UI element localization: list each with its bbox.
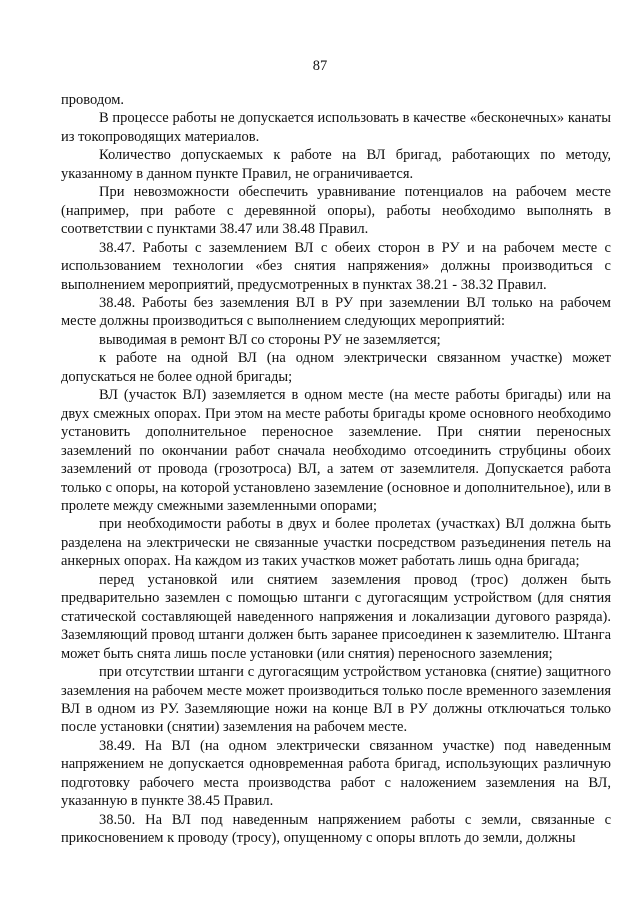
list-item: при необходимости работы в двух и более пролетах (участках) ВЛ должна быть разделена на электрически не связанные участки посредством разъединения петель на анкерных опорах. На каждом из таких участков может работать лишь одна бригада; (61, 516, 611, 570)
list-item: при отсутствии штанги с дугогасящим устройством установка (снятие) защитного заземления на рабочем месте может производиться только после временного заземления ВЛ в одном из РУ. Заземляющие ножи на конце ВЛ в РУ должны отключаться только после установки (снятии) заземления на рабочем месте. (61, 664, 611, 736)
paragraph: При невозможности обеспечить уравнивание потенциалов на рабочем месте (например, при работе с деревянной опоры), работы необходимо выполнять в соответствии с пунктами 38.47 или 38.48 Правил. (61, 184, 611, 238)
clause-38-49: 38.49. На ВЛ (на одном электрически связанном участке) под наведенным напряжением не допускается одновременная работа бригад, использующих различную подготовку рабочего места производства работ с наложением заземления на ВЛ, указанную в пункте 38.45 Правил. (61, 737, 611, 810)
paragraph: проводом. (61, 92, 124, 108)
list-item: ВЛ (участок ВЛ) заземляется в одном месте (на месте работы бригады) или на двух смежных опорах. При этом на месте работы бригады кроме основного необходимо установить дополнительное переносное заземление. При снятии переносных заземлений по окончании работ сначала необходимо отсоединить струбцины обоих заземлений от провода (грозотроса) ВЛ, а затем от заземлителя. Допускается работа только с опоры, на которой установлено заземление (основное и дополнительное), или в пролете между смежными заземленными опорами; (61, 387, 611, 514)
paragraph: В процессе работы не допускается использовать в качестве «бесконечных» канаты из токопроводящих материалов. (61, 110, 611, 145)
list-item: перед установкой или снятием заземления провод (трос) должен быть предварительно заземлен с помощью штанги с дугогасящим устройством (для снятия статической составляющей наведенного напряжения и локализации дугового разряда). Заземляющий провод штанги должен быть заранее присоединен к заземлителю. Штанга может быть снята лишь после установки (или снятия) переносного заземления; (61, 571, 611, 662)
list-item: к работе на одной ВЛ (на одном электрически связанном участке) может допускаться не более одной бригады; (61, 350, 611, 385)
clause-38-48: 38.48. Работы без заземления ВЛ в РУ при заземлении ВЛ только на рабочем месте должны производиться с выполнением следующих мероприятий: (61, 294, 611, 330)
list-item: выводимая в ремонт ВЛ со стороны РУ не заземляется; (99, 331, 441, 348)
clause-38-50: 38.50. На ВЛ под наведенным напряжением работы с земли, связанные с прикосновением к проводу (тросу), опущенному с опоры вплоть до земли, должны (61, 811, 611, 847)
paragraph: Количество допускаемых к работе на ВЛ бригад, работающих по методу, указанному в данном пункте Правил, не ограничивается. (61, 147, 611, 182)
document-body (61, 91, 611, 848)
page-number: 87 (312, 58, 328, 74)
clause-38-47: 38.47. Работы с заземлением ВЛ с обеих сторон в РУ и на рабочем месте с использованием технологии «без снятия напряжения» должны производиться с выполнением мероприятий, предусмотренных в пунктах 38.21 - 38.32 Правил. (61, 239, 611, 293)
